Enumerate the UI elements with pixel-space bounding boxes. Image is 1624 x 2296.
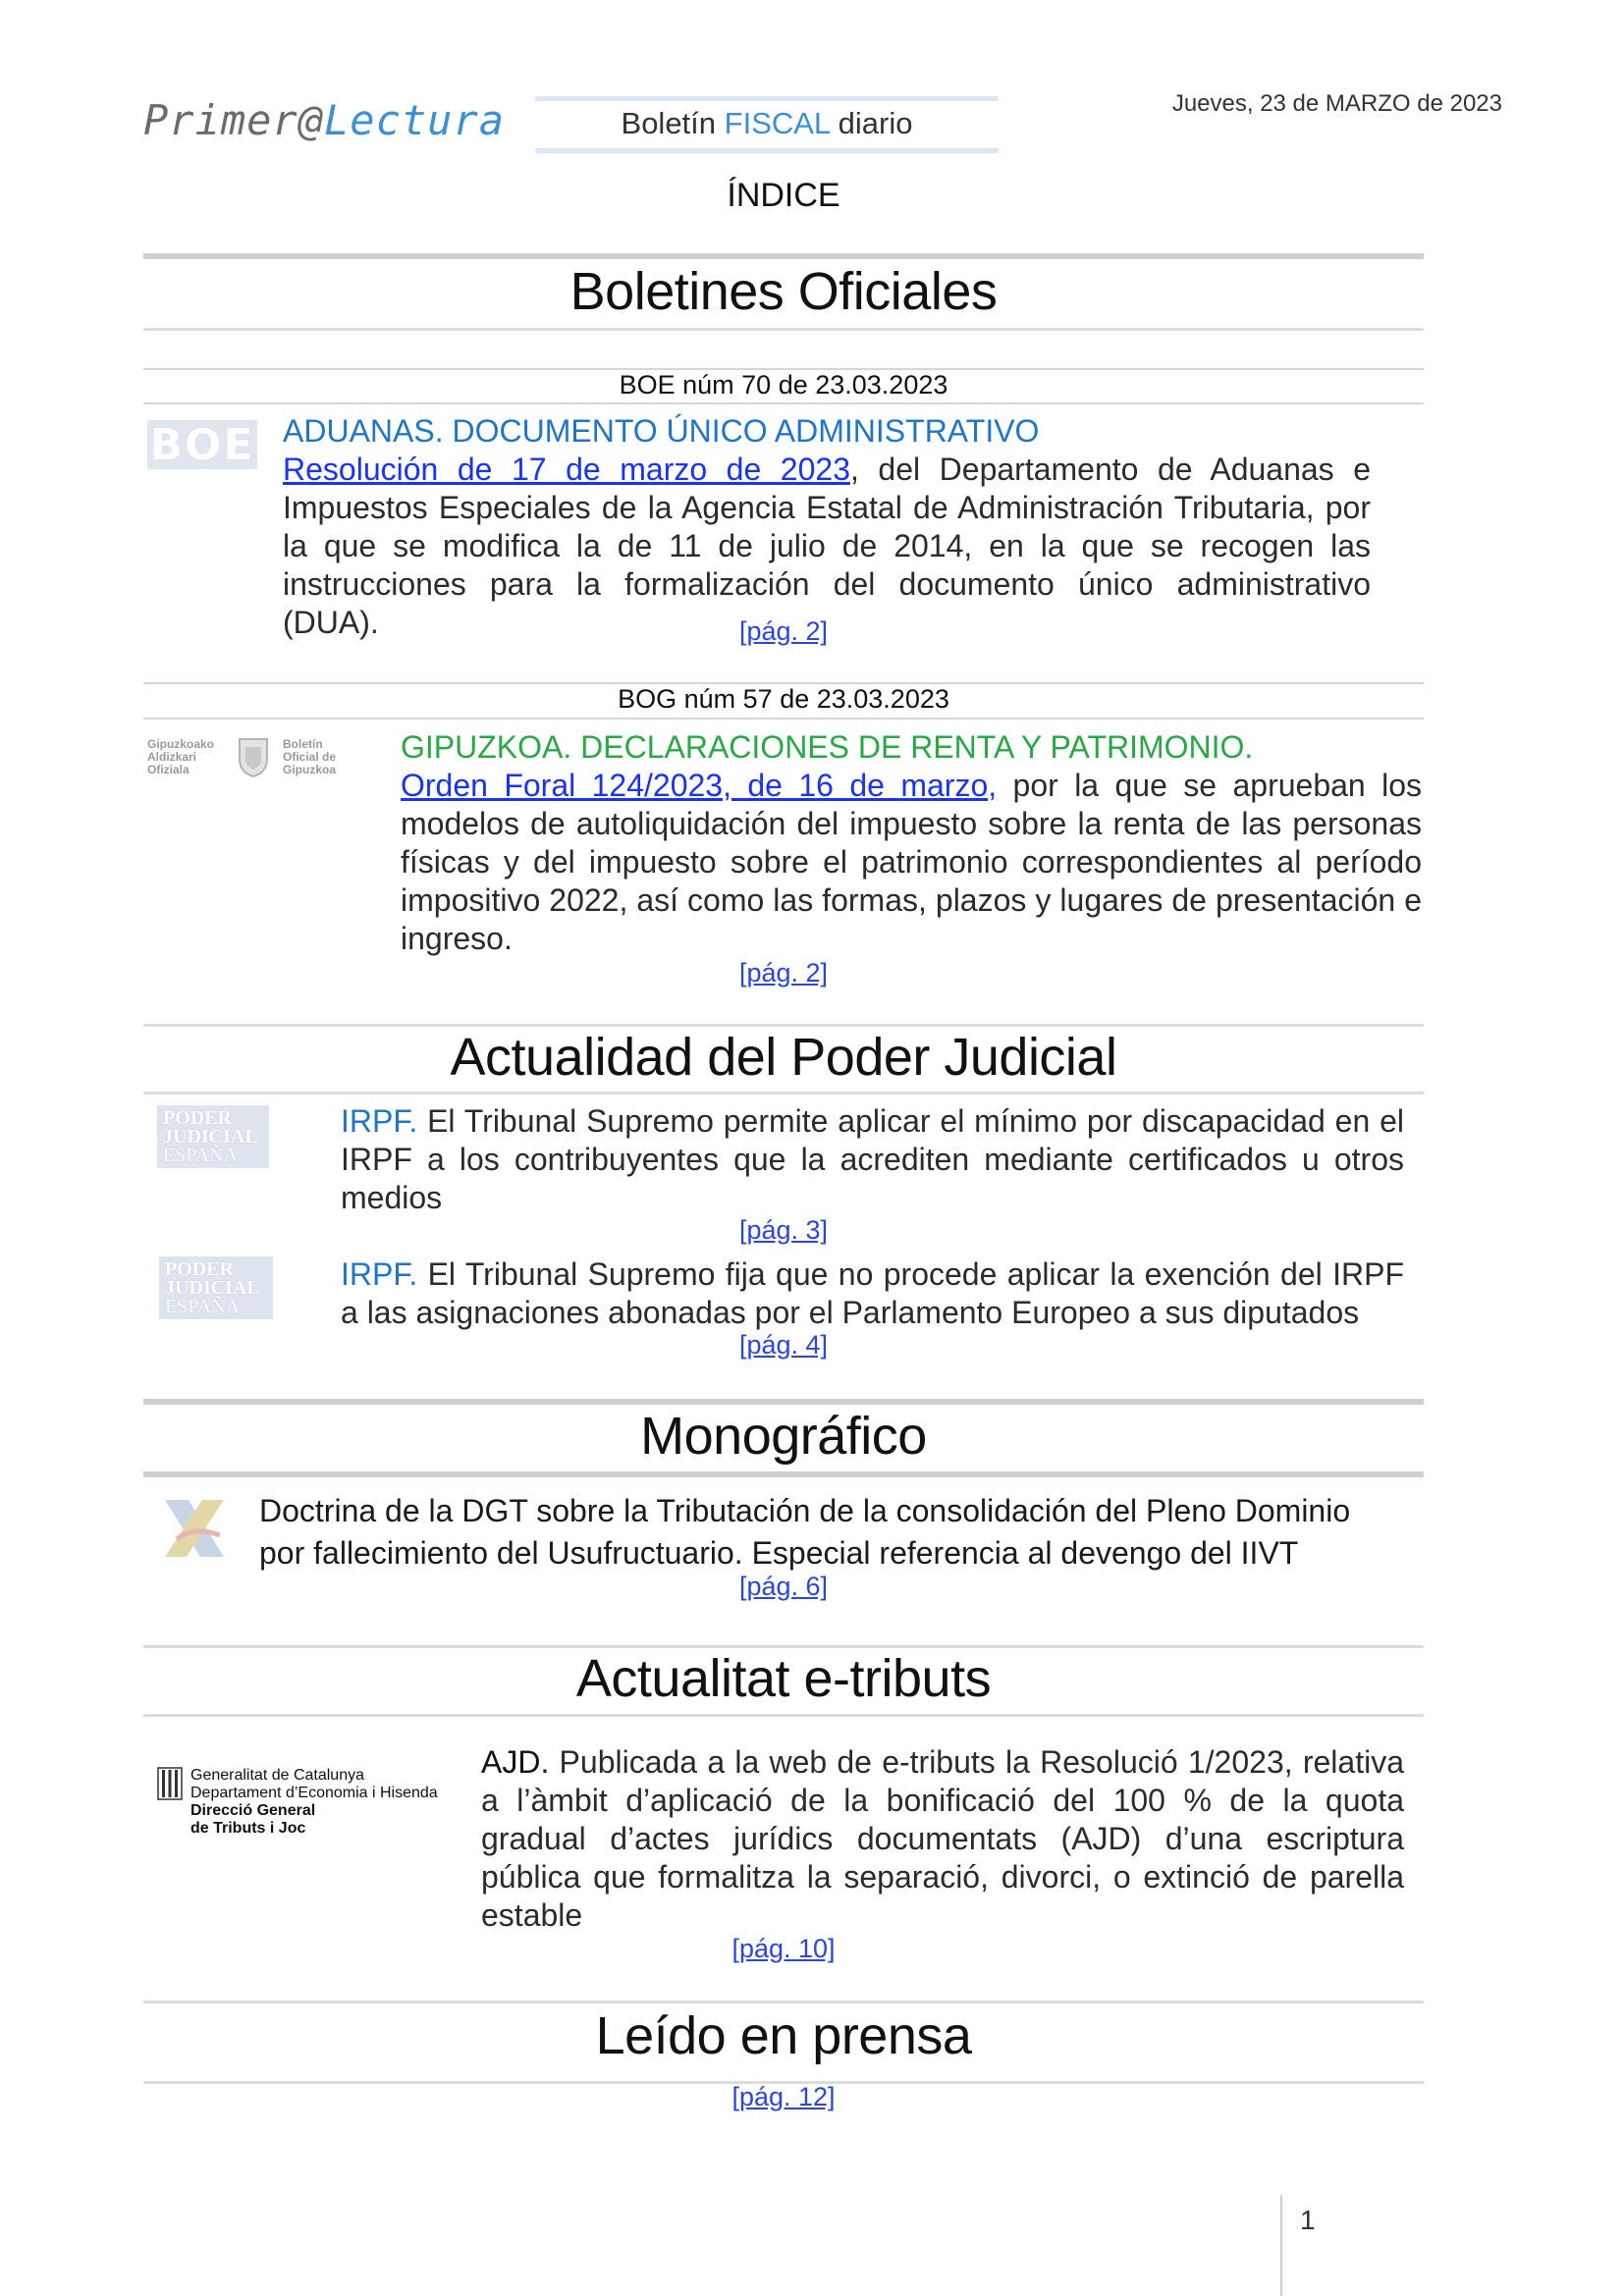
boe-heading: ADUANAS. DOCUMENTO ÚNICO ADMINISTRATIVO <box>283 413 1040 449</box>
pj-logo-line-2: JUDICIAL <box>165 1277 260 1299</box>
boe-entry <box>283 412 1371 642</box>
bog-shield-icon <box>234 735 273 778</box>
boe-body <box>283 451 1371 642</box>
bog-page <box>143 958 1424 988</box>
pj-logo-line-2: JUDICIAL <box>163 1126 258 1148</box>
boe-logo <box>147 420 257 469</box>
poder-judicial-logo <box>157 1105 269 1168</box>
judicial-item <box>341 1102 1404 1217</box>
section-title-boletines: Boletines Oficiales <box>569 262 998 321</box>
boe-text: , del Departamento de Aduanas e Impuestos Especiales de la Agencia Estatal de Administración Tributaria, por la que se modifica la de 11 de julio de 2014, en la que se recogen las instrucciones para la formalización del documento único administrativo (DUA). <box>283 452 1372 640</box>
bog-entry <box>401 728 1422 958</box>
monografico-text: Doctrina de la DGT sobre la Tributación de la consolidación del Pleno Dominio por fallecimiento del Usufructuario. Especial referencia al devengo del IIVT <box>259 1493 1351 1571</box>
prensa-page <box>143 2082 1424 2112</box>
bulletin-part1: Boletín <box>621 106 725 140</box>
generalitat-line-4: de Tributs i Joc <box>190 1820 306 1837</box>
pj-logo-line-3: ESPAÑA <box>165 1296 240 1317</box>
prensa-page-link[interactable]: [pág. 12] <box>731 2082 836 2111</box>
bog-logo-right-1: Boletín <box>283 736 323 751</box>
judicial-item <box>341 1255 1404 1332</box>
divider <box>143 1092 1424 1095</box>
poder-judicial-logo <box>159 1256 273 1319</box>
judicial-item-page <box>143 1215 1424 1246</box>
divider <box>143 1399 1424 1405</box>
judicial-page-link[interactable]: [pág. 4] <box>738 1330 829 1360</box>
bog-logo-right-2: Oficial de <box>283 749 337 764</box>
pj-logo-line-1: PODER <box>163 1107 232 1129</box>
footer-divider <box>1280 2195 1282 2296</box>
bog-heading: GIPUZKOA. DECLARACIONES DE RENTA Y PATRIMONIO. <box>401 729 1254 765</box>
bulletin-top-bar <box>535 96 999 101</box>
header-date: Jueves, 23 de MARZO de 2023 <box>1171 90 1502 117</box>
boe-header: BOE núm 70 de 23.03.2023 <box>619 370 948 400</box>
section-title-judicial: Actualidad del Poder Judicial <box>450 1028 1117 1087</box>
etributs-text: Publicada a la web de e-tributs la Resolució 1/2023, relativa a l’àmbit d’aplicació de la bonificació del 100 % de la quota gradual d’actes jurídics documentats (AJD) d’una escriptura pública que formalitza la separació, divorci, o extinció de parella estable <box>481 1744 1404 1933</box>
divider <box>143 1471 1424 1477</box>
generalitat-logo <box>157 1767 471 1845</box>
bulletin-bottom-bar <box>535 148 999 153</box>
index-title: ÍNDICE <box>727 177 840 214</box>
bog-header: BOG núm 57 de 23.03.2023 <box>618 684 949 714</box>
divider <box>143 718 1424 720</box>
bog-logo-left-3: Ofiziala <box>147 762 189 776</box>
senyera-icon <box>157 1767 183 1800</box>
judicial-item-keyword: IRPF. <box>341 1103 418 1139</box>
judicial-item-text: El Tribunal Supremo fija que no procede aplicar la exención del IRPF a las asignaciones abonadas por el Parlamento Europeo a sus diputados <box>341 1256 1404 1330</box>
etributs-page-link[interactable]: [pág. 10] <box>731 1934 836 1963</box>
section-title-etributs: Actualitat e-tributs <box>575 1649 992 1708</box>
generalitat-line-2: Departament d’Economia i Hisenda <box>190 1785 438 1801</box>
bog-body <box>401 767 1422 958</box>
bulletin-fiscal: FISCAL <box>724 106 831 140</box>
judicial-item-text: El Tribunal Supremo permite aplicar el mínimo por discapacidad en el IRPF a los contribuyentes que la acrediten mediante certificados u otros medios <box>341 1103 1404 1215</box>
bog-logo-right-3: Gipuzkoa <box>283 762 337 776</box>
pj-logo-line-1: PODER <box>165 1258 234 1280</box>
boe-page-link[interactable]: [pág. 2] <box>738 616 829 646</box>
bog-logo-left-2: Aldizkari <box>147 749 197 764</box>
etributs-item <box>481 1743 1404 1935</box>
divider <box>143 402 1424 404</box>
generalitat-line-3: Direcció General <box>190 1802 316 1819</box>
page-number: 1 <box>1300 2205 1316 2235</box>
monografico-page <box>143 1572 1424 1602</box>
boe-page <box>143 616 1424 647</box>
bog-order-link[interactable]: Orden Foral 124/2023, de 16 de marzo, <box>401 768 998 803</box>
boe-logo-text: BOE <box>149 419 255 470</box>
brand-part2: Lectura <box>324 96 506 144</box>
divider <box>143 2001 1424 2003</box>
section-title-monografico: Monográfico <box>640 1407 927 1466</box>
brand-logo <box>143 96 505 144</box>
divider <box>143 1714 1424 1717</box>
divider <box>143 253 1424 259</box>
bog-page-link[interactable]: [pág. 2] <box>738 958 829 988</box>
judicial-page-link[interactable]: [pág. 3] <box>738 1215 829 1245</box>
divider <box>143 328 1424 331</box>
judicial-item-page <box>143 1330 1424 1361</box>
pj-logo-line-3: ESPAÑA <box>163 1145 238 1166</box>
brand-part1: Primer@ <box>143 96 325 144</box>
bog-logo <box>147 734 365 779</box>
boe-resolution-link[interactable]: Resolución de 17 de marzo de 2023 <box>283 452 850 487</box>
etributs-keyword: AJD. <box>481 1744 550 1780</box>
bulletin-part2: diario <box>830 106 913 140</box>
bog-logo-left-1: Gipuzkoako <box>147 736 215 751</box>
section-title-prensa: Leído en prensa <box>595 2006 972 2065</box>
monografico-page-link[interactable]: [pág. 6] <box>738 1572 829 1601</box>
bog-text: por la que se aprueban los modelos de autoliquidación del impuesto sobre la renta de las personas físicas y del impuesto sobre el patrimonio correspondientes al período impositivo 2022, así como las formas, plazos y lugares de presentación e ingreso. <box>401 768 1423 956</box>
judicial-item-keyword: IRPF. <box>341 1256 418 1292</box>
bulletin-title <box>535 106 999 141</box>
etributs-page <box>143 1934 1424 1964</box>
agencia-tributaria-icon <box>159 1496 230 1561</box>
generalitat-line-1: Generalitat de Catalunya <box>190 1767 364 1784</box>
